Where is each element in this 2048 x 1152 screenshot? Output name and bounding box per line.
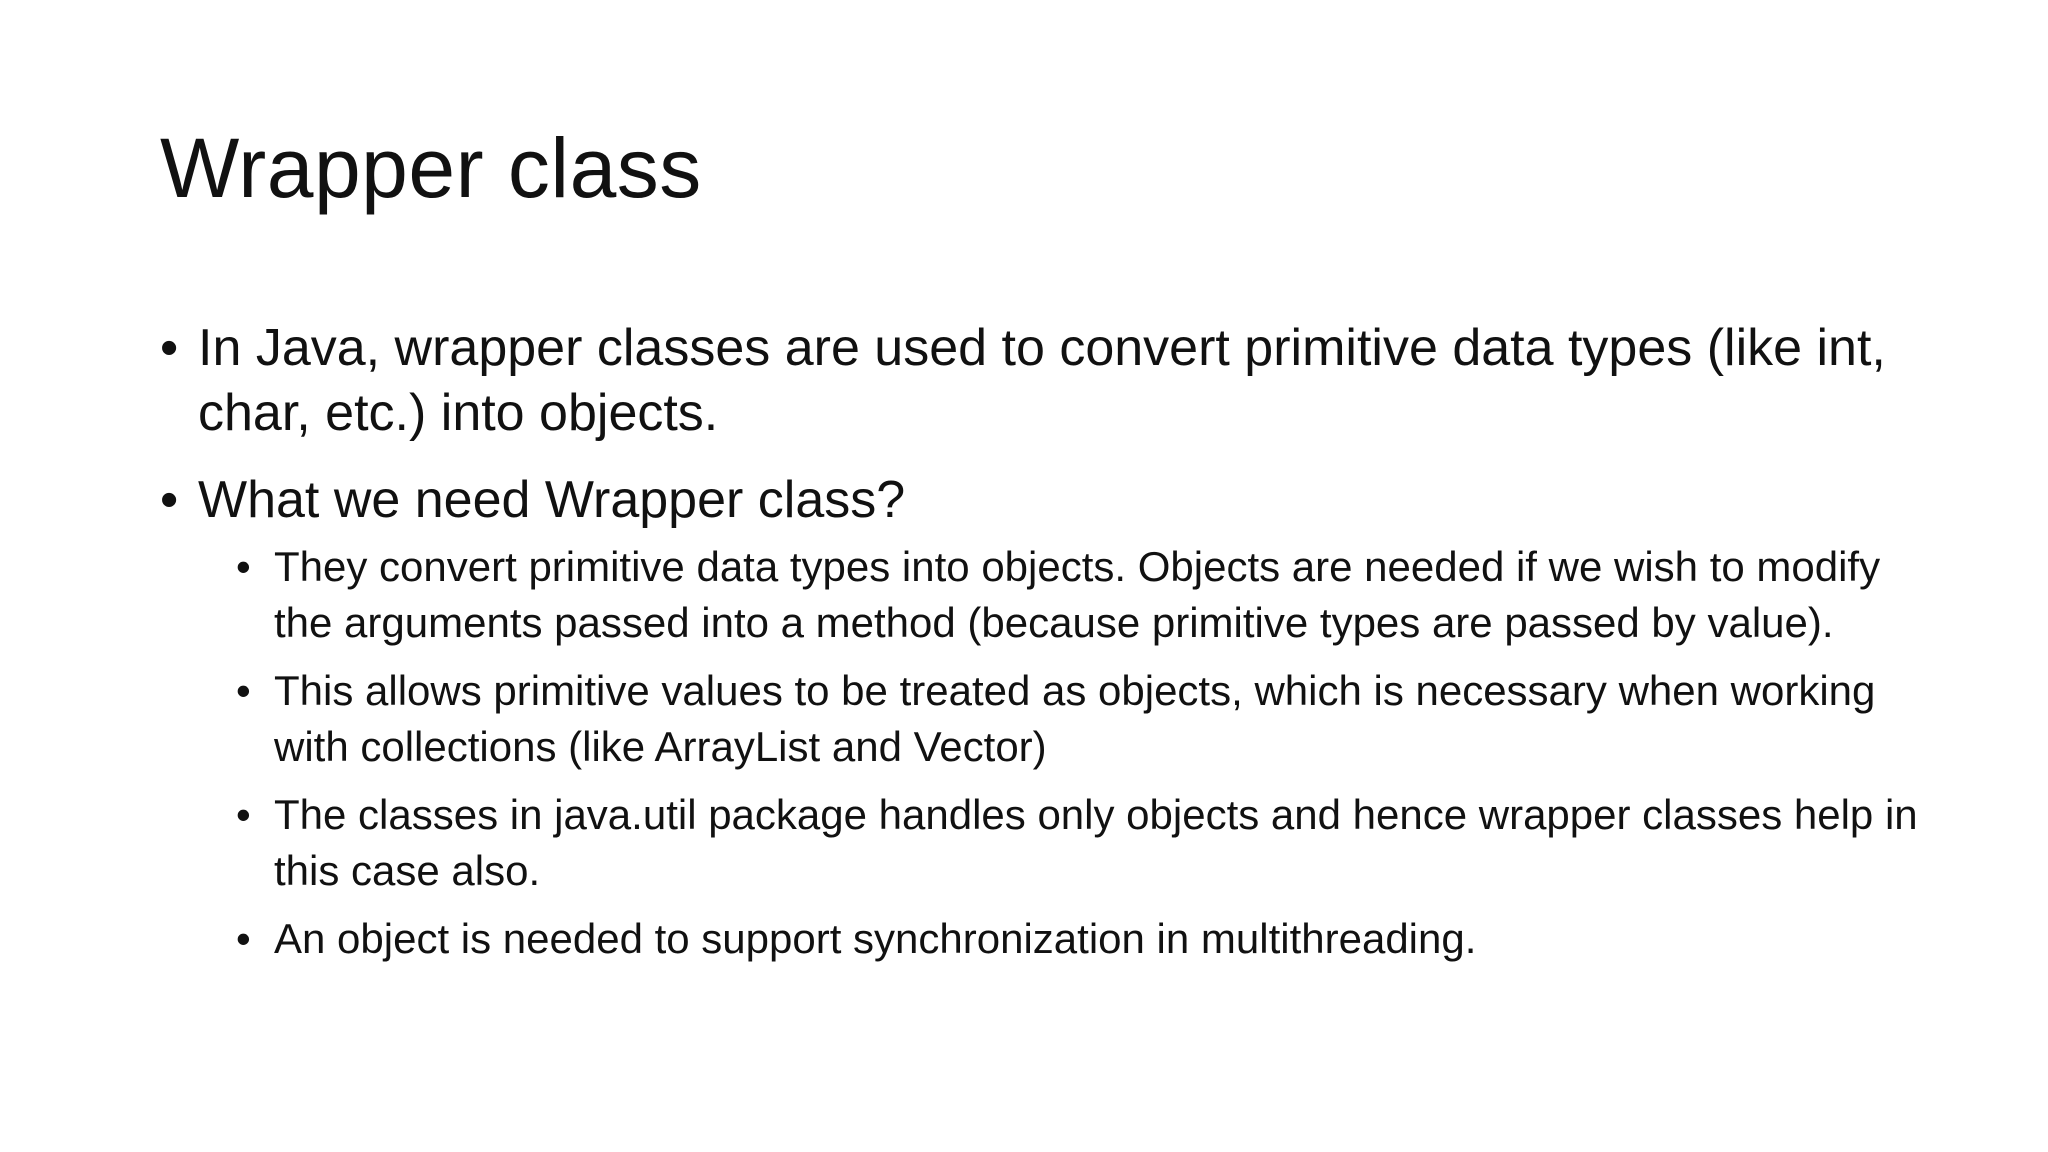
sub-bullet-text: They convert primitive data types into objects. Objects are needed if we wish to modify the arguments passed into a method (because primitive types are passed by value). [274,543,1881,646]
sub-bullet-text: The classes in java.util package handles only objects and hence wrapper classes help in this case also. [274,791,1918,894]
bullet-item [160,468,1920,533]
bullet-glyph: • [160,471,179,529]
sub-bullet-item [236,787,1920,899]
sub-bullet-item [236,539,1920,651]
sub-bullet-list [236,539,1920,967]
slide-title: Wrapper class [160,121,702,215]
bullet-text: In Java, wrapper classes are used to convert primitive data types (like int, char, etc.) into objects. [198,319,1886,442]
bullet-glyph: • [236,915,251,962]
bullet-glyph: • [236,543,251,590]
bullet-glyph: • [160,319,179,377]
sub-bullet-item [236,663,1920,775]
sub-bullet-text: An object is needed to support synchronization in multithreading. [274,915,1477,962]
bullet-item [160,316,1920,446]
bullet-glyph: • [236,791,251,838]
bullet-glyph: • [236,667,251,714]
bullet-text: What we need Wrapper class? [198,471,906,529]
sub-bullet-item [236,911,1920,967]
sub-bullet-text: This allows primitive values to be treated as objects, which is necessary when working with collections (like ArrayList and Vector) [274,667,1876,770]
slide-content [160,316,1920,979]
